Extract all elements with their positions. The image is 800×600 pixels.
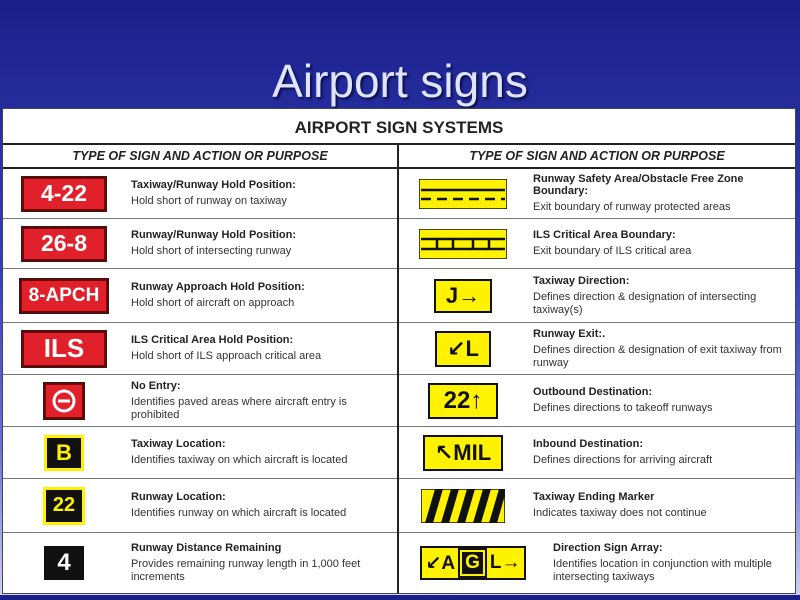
row-title: Outbound Destination: <box>533 386 653 398</box>
sign-a-arrow: ↙A <box>425 552 456 574</box>
row-desc: Provides remaining runway length in 1,000 feet increments <box>131 558 361 583</box>
row-desc: Identifies location in conjunction with multiple intersecting taxiways <box>553 558 772 583</box>
row-runway-exit <box>399 323 795 375</box>
footer-bar <box>0 595 800 600</box>
row-desc: Identifies paved areas where aircraft entry is prohibited <box>131 395 347 421</box>
row-desc: Defines direction & designation of exit taxiway from runway <box>533 343 782 369</box>
row-title: Runway Location: <box>131 491 226 503</box>
row-distance-remaining <box>3 533 397 593</box>
row-title: Taxiway Location: <box>131 438 226 450</box>
row-desc: Defines directions for arriving aircraft <box>533 454 713 466</box>
no-entry-sign <box>44 383 84 419</box>
row-title: ILS Critical Area Hold Position: <box>131 334 294 346</box>
sign-26-8: 26-8 <box>22 227 106 261</box>
row-title: Taxiway Direction: <box>533 274 630 287</box>
no-entry-icon <box>52 389 76 413</box>
column-headers <box>3 145 795 169</box>
row-runway-runway-hold <box>3 219 397 269</box>
sign-mil: ↖MIL <box>423 435 503 471</box>
sign-l-arrow: L→ <box>489 552 521 573</box>
row-taxiway-ending <box>399 479 795 533</box>
row-runway-location <box>3 479 397 533</box>
sign-systems-chart <box>2 108 796 594</box>
row-inbound-destination <box>399 427 795 479</box>
slide-title: Airport signs <box>272 55 528 107</box>
row-taxiway-location <box>3 427 397 479</box>
safety-area-boundary-sign <box>419 179 507 209</box>
row-title: No Entry: <box>131 379 181 392</box>
sign-b: B <box>44 435 84 471</box>
ils-boundary-sign <box>419 229 507 259</box>
row-desc: Hold short of ILS approach critical area <box>131 350 322 362</box>
row-title: Runway Exit:. <box>533 327 606 340</box>
sign-8-apch: 8-APCH <box>20 279 108 313</box>
sign-j-arrow: J→ <box>434 279 492 313</box>
row-desc: Hold short of runway on taxiway <box>131 195 287 207</box>
sign-4-22: 4-22 <box>22 177 106 211</box>
row-title: Direction Sign Array: <box>553 542 663 554</box>
left-column <box>3 169 399 593</box>
row-title: Runway Safety Area/Obstacle Free Zone Boundary: <box>533 173 744 197</box>
taxiway-ending-sign <box>421 489 505 523</box>
col-header-right: TYPE OF SIGN AND ACTION OR PURPOSE <box>469 149 725 163</box>
col-header-left: TYPE OF SIGN AND ACTION OR PURPOSE <box>3 145 399 167</box>
row-taxiway-runway-hold <box>3 169 397 219</box>
sign-22: 22 <box>43 487 85 525</box>
direction-sign-array <box>420 546 525 580</box>
sign-4: 4 <box>44 546 84 580</box>
row-taxiway-direction <box>399 269 795 323</box>
row-title: Taxiway/Runway Hold Position: <box>131 179 296 191</box>
row-desc: Hold short of aircraft on approach <box>131 297 295 309</box>
sign-grid <box>3 169 795 593</box>
chart-title: AIRPORT SIGN SYSTEMS <box>3 109 795 145</box>
row-desc: Identifies taxiway on which aircraft is located <box>131 454 348 466</box>
row-title: Taxiway Ending Marker <box>533 491 655 503</box>
row-title: ILS Critical Area Boundary: <box>533 229 676 241</box>
row-title: Runway/Runway Hold Position: <box>131 229 297 241</box>
sign-l-exit: ↙L <box>435 331 491 367</box>
sign-22-up: 22↑ <box>428 383 498 419</box>
sign-g: G <box>460 550 485 576</box>
location-panel <box>458 548 487 578</box>
row-desc: Indicates taxiway does not continue <box>533 507 707 519</box>
sign-ils: ILS <box>22 331 106 367</box>
row-direction-sign-array <box>399 533 795 593</box>
row-desc: Defines direction & designation of intersecting taxiway(s) <box>533 290 757 316</box>
row-outbound-destination <box>399 375 795 427</box>
row-no-entry <box>3 375 397 427</box>
row-desc: Identifies runway on which aircraft is located <box>131 507 347 519</box>
row-title: Runway Approach Hold Position: <box>131 281 305 293</box>
row-ils-boundary <box>399 219 795 269</box>
row-desc: Defines directions to takeoff runways <box>533 402 713 414</box>
row-ils-hold <box>3 323 397 375</box>
row-desc: Exit boundary of runway protected areas <box>533 201 731 213</box>
row-desc: Hold short of intersecting runway <box>131 245 292 257</box>
row-desc: Exit boundary of ILS critical area <box>533 245 692 257</box>
row-approach-hold <box>3 269 397 323</box>
right-column <box>399 169 795 593</box>
row-safety-area-boundary <box>399 169 795 219</box>
row-title: Runway Distance Remaining <box>131 542 282 554</box>
row-title: Inbound Destination: <box>533 438 643 450</box>
